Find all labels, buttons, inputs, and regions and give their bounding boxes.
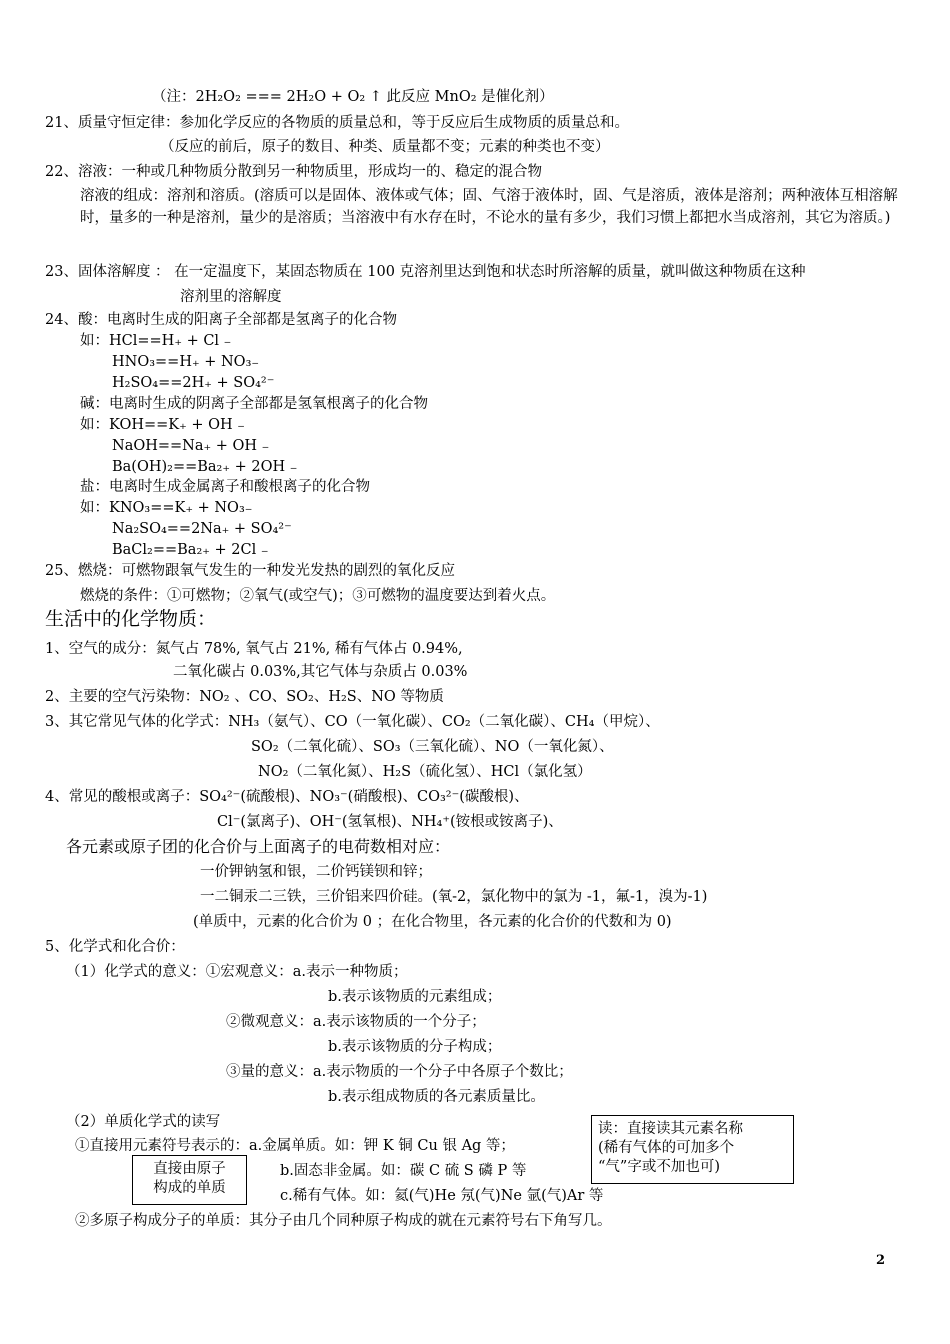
line-29: 4、常见的酸根或离子：SO₄²⁻(硫酸根)、NO₃⁻(硝酸根)、CO₃²⁻(碳酸根)、	[45, 789, 529, 805]
line-33: 一二铜汞二三铁，三价铝来四价硅。(氧-2，氯化物中的氯为 -1，氟-1，溴为-1)	[200, 889, 708, 905]
line-19: BaCl₂==Ba₂₊ + 2Cl ₋	[112, 542, 269, 558]
subheading-valence: 各元素或原子团的化合价与上面离子的电荷数相对应：	[66, 837, 451, 856]
line-37: b.表示该物质的元素组成；	[328, 989, 502, 1005]
line-08: 24、酸：电离时生成的阳离子全部都是氢离子的化合物	[45, 312, 397, 328]
line-06: 23、固体溶解度 ： 在一定温度下，某固态物质在 100 克溶剂里达到饱和状态时所溶解的质量，就叫做这种物质在这种	[45, 264, 806, 280]
atom-element-box	[132, 1155, 247, 1205]
line-28: NO₂（二氧化氮）、H₂S（硫化氢）、HCl（氯化氢）	[258, 764, 592, 780]
line-01: （注：2H₂O₂ === 2H₂O + O₂ ↑ 此反应 MnO₂ 是催化剂）	[152, 89, 554, 105]
line-23: 1、空气的成分：氮气占 78%, 氧气占 21%, 稀有气体占 0.94%,	[45, 641, 463, 657]
page-number: 2	[876, 1253, 886, 1268]
line-16: 盐：电离时生成金属离子和酸根离子的化合物	[80, 479, 370, 495]
line-40: ③量的意义：a.表示物质的一个分子中各原子个数比；	[226, 1064, 573, 1080]
line-12: 碱：电离时生成的阴离子全部都是氢氧根离子的化合物	[80, 396, 428, 412]
line-04: 22、溶液：一种或几种物质分散到另一种物质里，形成均一的、稳定的混合物	[45, 164, 542, 180]
line-43: ①直接用元素符号表示的：a.金属单质。如：钾 K 铜 Cu 银 Ag 等；	[75, 1138, 515, 1154]
line-30: Cl⁻(氯离子)、OH⁻(氢氧根)、NH₄⁺(铵根或铵离子)、	[217, 814, 563, 830]
line-14: NaOH==Na₊ + OH ₋	[112, 438, 270, 454]
line-18: Na₂SO₄==2Na₊ + SO₄²⁻	[112, 521, 292, 537]
line-39: b.表示该物质的分子构成；	[328, 1039, 502, 1055]
line-45: c.稀有气体。如：氦(气)He 氖(气)Ne 氩(气)Ar 等	[280, 1188, 604, 1204]
line-13: 如：KOH==K₊ + OH ₋	[80, 417, 245, 433]
line-25: 2、主要的空气污染物：NO₂ 、CO、SO₂、H₂S、NO 等物质	[45, 689, 444, 705]
read-note-line-1: 读：直接读其元素名称	[598, 1121, 743, 1137]
line-38: ②微观意义：a.表示该物质的一个分子；	[226, 1014, 486, 1030]
line-46: ②多原子构成分子的单质：其分子由几个同种原子构成的就在元素符号右下角写几。	[75, 1213, 612, 1229]
line-15: Ba(OH)₂==Ba₂₊ + 2OH ₋	[112, 459, 298, 475]
line-44: b.固态非金属。如：碳 C 硫 S 磷 P 等	[280, 1163, 527, 1179]
line-35: 5、化学式和化合价：	[45, 939, 185, 955]
line-02: 21、质量守恒定律：参加化学反应的各物质的质量总和，等于反应后生成物质的质量总和。	[45, 115, 629, 131]
read-note-line-2: (稀有气体的可加多个	[598, 1140, 735, 1156]
paragraph-solution-composition: 溶液的组成：溶剂和溶质。(溶质可以是固体、液体或气体；固、气溶于液体时，固、气是溶质，液体是溶剂；两种液体互相溶解时，量多的一种是溶剂，量少的是溶质；当溶液中有水存在时，不论水的量有多少，我们习惯上都把水当成溶剂，其它为溶质。)	[80, 188, 898, 226]
line-26: 3、其它常见气体的化学式：NH₃（氨气）、CO（一氧化碳）、CO₂（二氧化碳）、CH₄（甲烷）、	[45, 714, 660, 730]
read-note-line-3: “气”字或不加也可)	[598, 1159, 720, 1175]
line-32: 一价钾钠氢和银，二价钙镁钡和锌；	[200, 864, 432, 880]
atom-box-line-2: 构成的单质	[153, 1180, 226, 1196]
atom-box-line-1: 直接由原子	[153, 1161, 226, 1177]
line-21: 燃烧的条件：①可燃物；②氧气(或空气)；③可燃物的温度要达到着火点。	[80, 588, 556, 604]
line-09: 如：HCl==H₊ + Cl ₋	[80, 333, 232, 349]
line-41: b.表示组成物质的各元素质量比。	[328, 1089, 545, 1105]
line-27: SO₂（二氧化硫）、SO₃（三氧化硫）、NO（一氧化氮）、	[251, 739, 614, 755]
line-10: HNO₃==H₊ + NO₃₋	[112, 354, 260, 370]
line-34: (单质中，元素的化合价为 0 ；在化合物里，各元素的化合价的代数和为 0)	[193, 914, 672, 930]
read-note-box	[591, 1115, 794, 1184]
line-07: 溶剂里的溶解度	[180, 289, 282, 305]
line-36: （1）化学式的意义：①宏观意义：a.表示一种物质；	[66, 964, 408, 980]
section-heading-daily-chemicals: 生活中的化学物质：	[45, 608, 217, 630]
line-03: （反应的前后，原子的数目、种类、质量都不变；元素的种类也不变）	[160, 139, 610, 155]
line-20: 25、燃烧：可燃物跟氧气发生的一种发光发热的剧烈的氧化反应	[45, 563, 455, 579]
line-17: 如：KNO₃==K₊ + NO₃₋	[80, 500, 253, 516]
line-42: （2）单质化学式的读写	[66, 1114, 221, 1130]
line-24: 二氧化碳占 0.03%,其它气体与杂质占 0.03%	[173, 664, 468, 680]
line-11: H₂SO₄==2H₊ + SO₄²⁻	[112, 375, 275, 391]
